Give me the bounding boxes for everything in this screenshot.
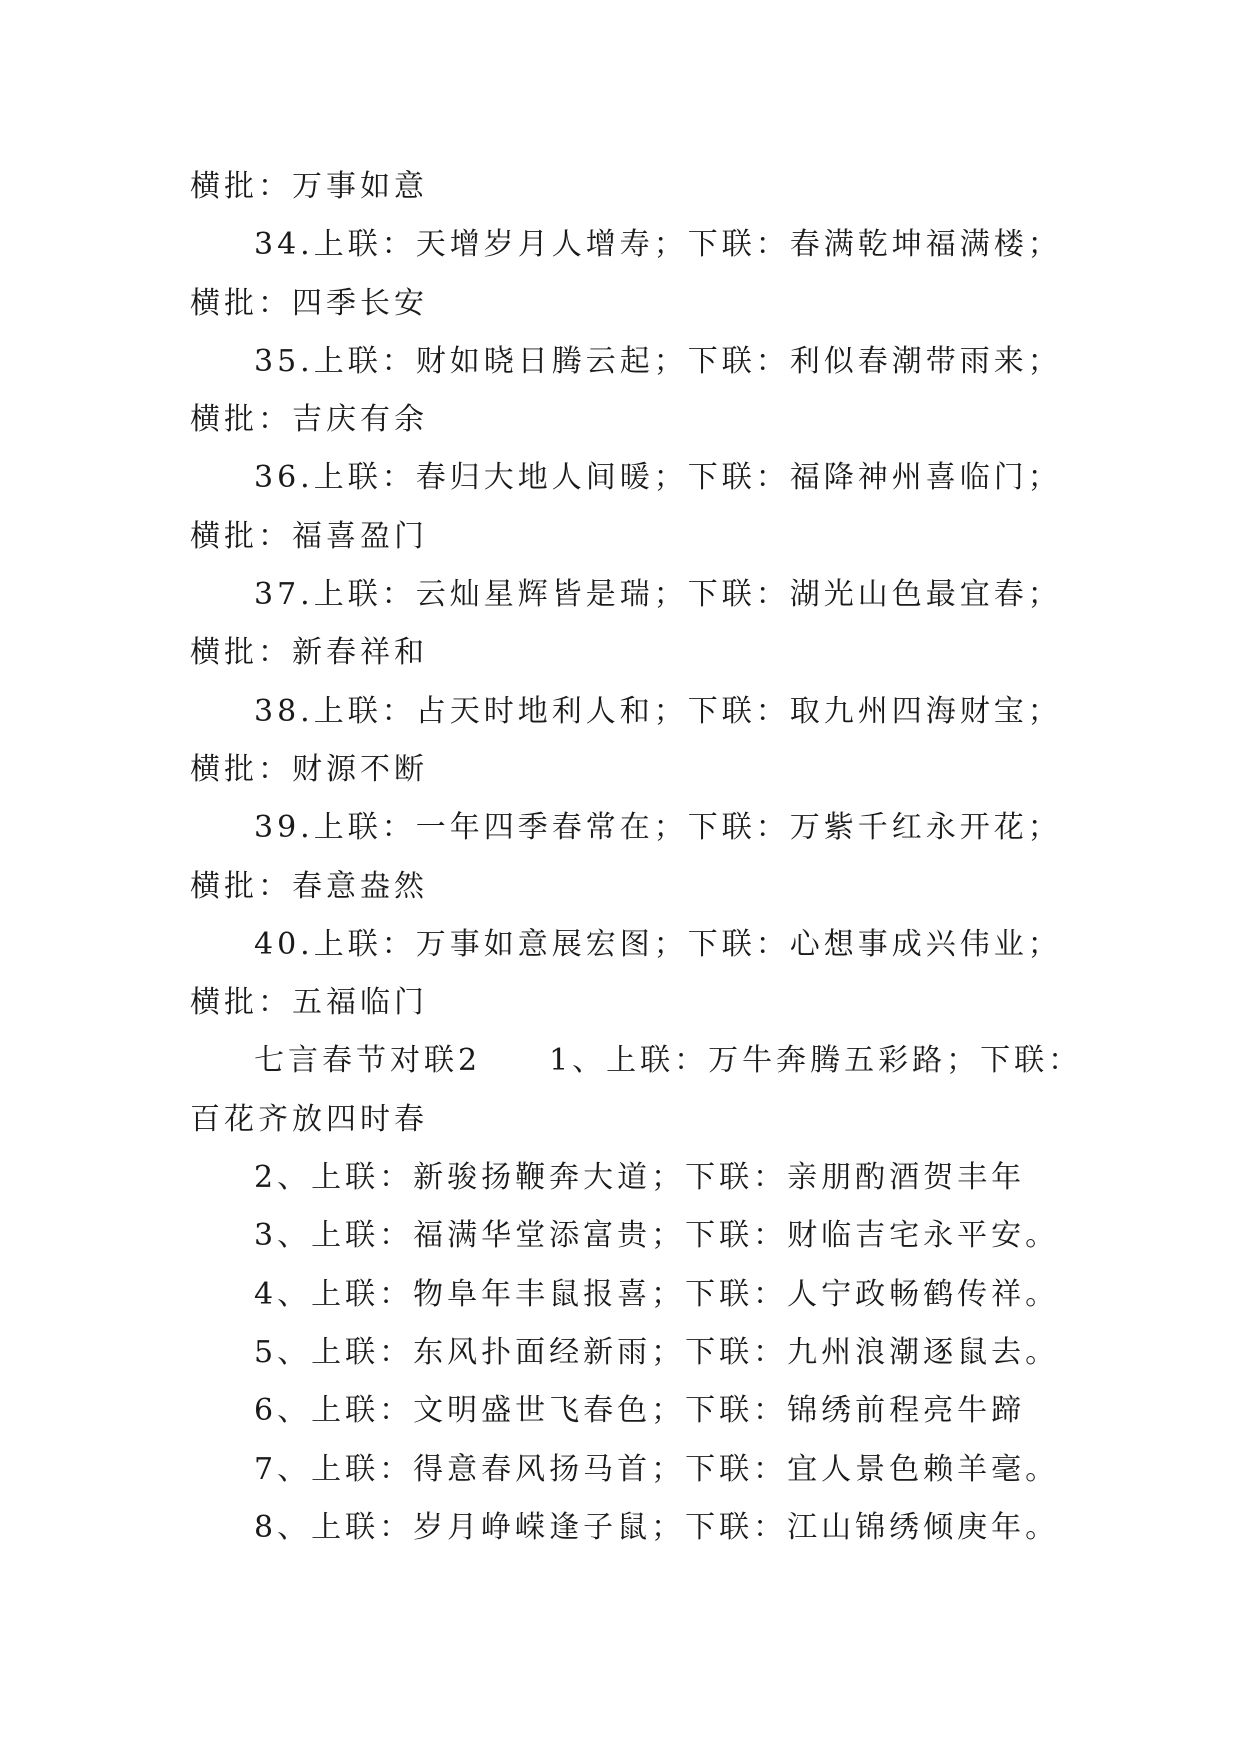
text-line: 横批：春意盎然 <box>190 868 428 904</box>
text-line: 横批：五福临门 <box>190 985 428 1021</box>
text-line: 37.上联：云灿星辉皆是瑞；下联：湖光山色最宜春； <box>254 577 1062 613</box>
text-line: 七言春节对联2 1、上联：万牛奔腾五彩路；下联： <box>254 1043 1083 1079</box>
text-line: 7、上联：得意春风扬马首；下联：宜人景色赖羊毫。 <box>254 1451 1060 1487</box>
text-line: 横批：财源不断 <box>190 751 428 787</box>
text-line: 横批：四季长安 <box>190 285 428 321</box>
text-line: 3、上联：福满华堂添富贵；下联：财临吉宅永平安。 <box>254 1218 1060 1254</box>
text-line: 4、上联：物阜年丰鼠报喜；下联：人宁政畅鹤传祥。 <box>254 1276 1060 1312</box>
text-line: 34.上联：天增岁月人增寿；下联：春满乾坤福满楼； <box>254 227 1062 263</box>
text-line: 39.上联：一年四季春常在；下联：万紫千红永开花； <box>254 810 1062 846</box>
text-line: 横批：新春祥和 <box>190 635 428 671</box>
text-line: 40.上联：万事如意展宏图；下联：心想事成兴伟业； <box>254 926 1062 962</box>
text-line: 36.上联：春归大地人间暖；下联：福降神州喜临门； <box>254 460 1062 496</box>
text-line: 2、上联：新骏扬鞭奔大道；下联：亲朋酌酒贺丰年 <box>254 1160 1026 1196</box>
text-line: 横批：万事如意 <box>190 169 428 204</box>
text-line: 8、上联：岁月峥嵘逢子鼠；下联：江山锦绣倾庚年。 <box>254 1509 1060 1545</box>
text-line: 横批：福喜盈门 <box>190 518 428 554</box>
text-line: 38.上联：占天时地利人和；下联：取九州四海财宝； <box>254 693 1062 729</box>
text-line: 横批：吉庆有余 <box>190 402 428 438</box>
document-body <box>190 158 1083 1557</box>
text-line: 6、上联：文明盛世飞春色；下联：锦绣前程亮牛蹄 <box>254 1393 1026 1429</box>
text-line: 35.上联：财如晓日腾云起；下联：利似春潮带雨来； <box>254 343 1062 379</box>
text-line: 百花齐放四时春 <box>190 1101 428 1137</box>
text-line: 5、上联：东风扑面经新雨；下联：九州浪潮逐鼠去。 <box>254 1334 1060 1370</box>
